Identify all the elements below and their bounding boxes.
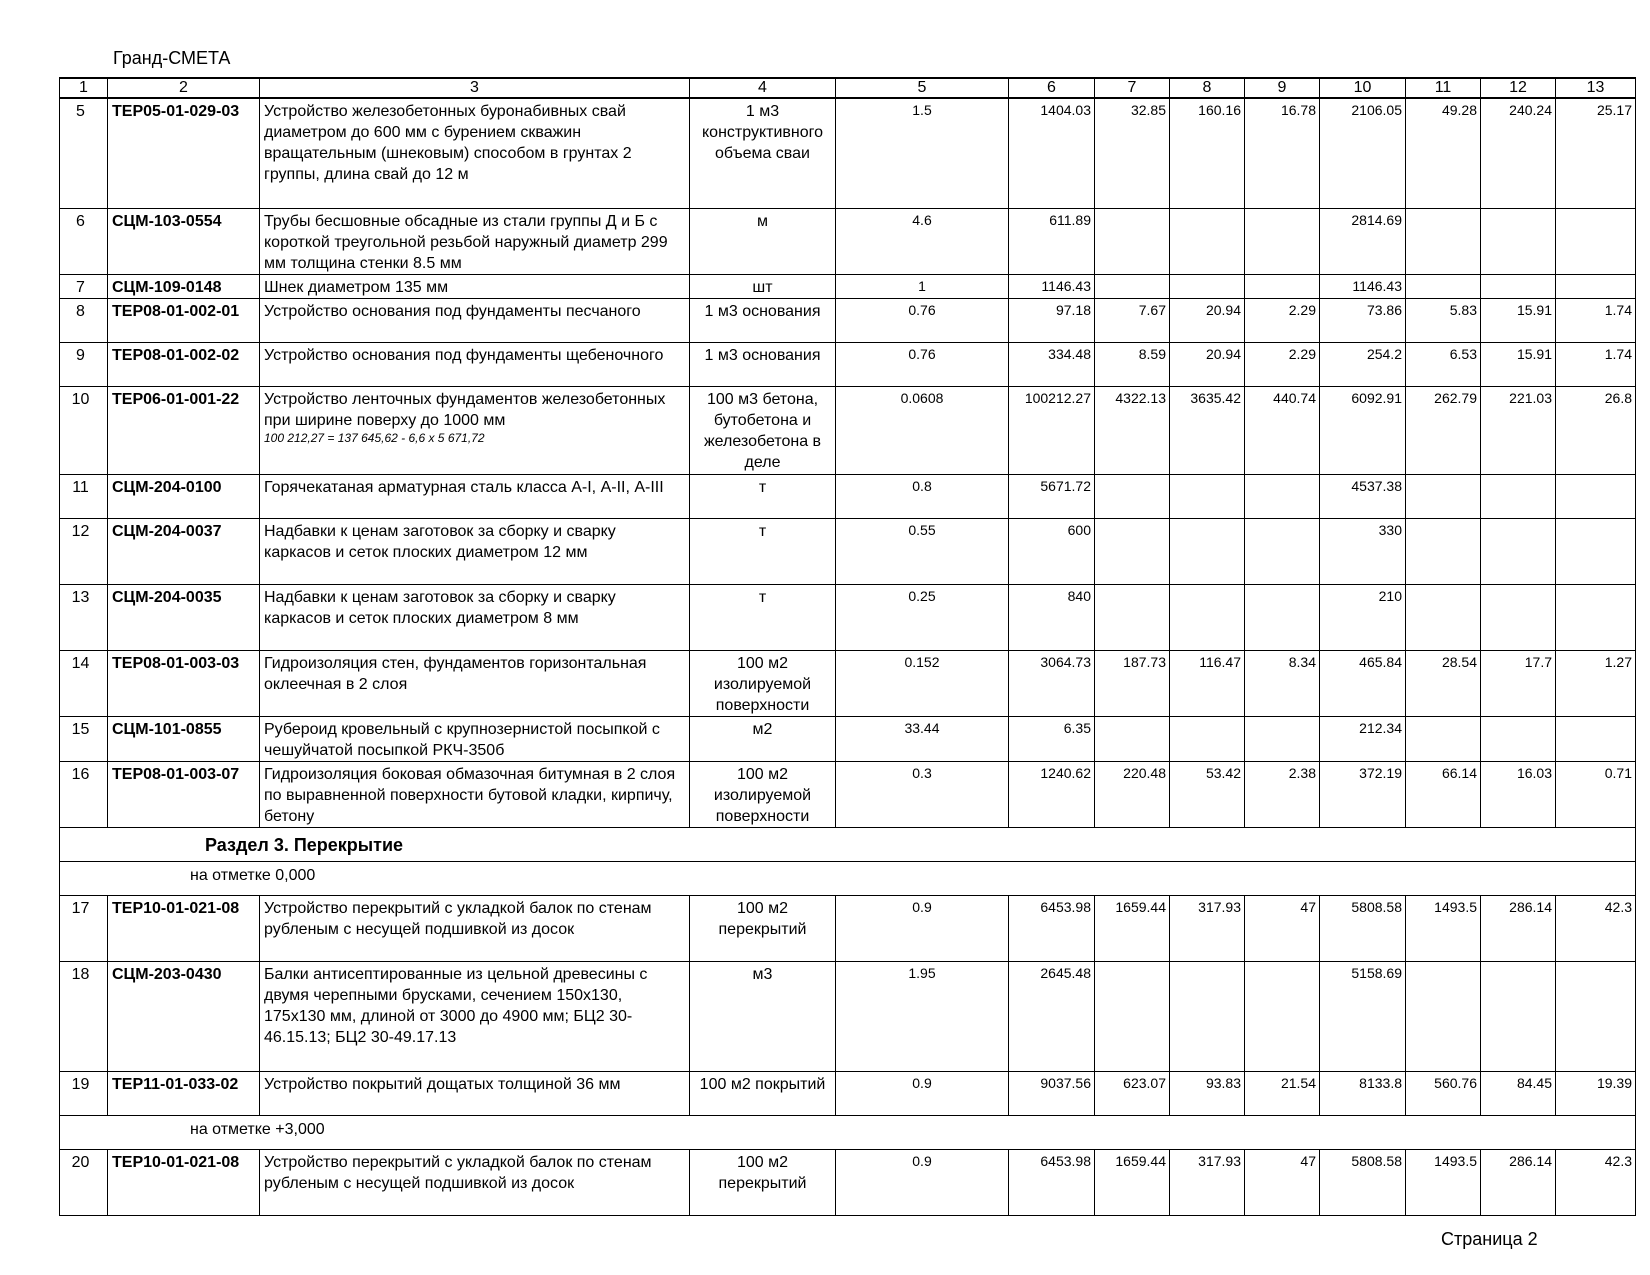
description-text: Устройство основания под фундаменты щебеночного bbox=[264, 346, 664, 364]
table-row bbox=[60, 98, 1636, 208]
column-header: 1 bbox=[60, 78, 108, 98]
row-number: 20 bbox=[60, 1149, 108, 1215]
unit-cost-wages: 4322.13 bbox=[1095, 386, 1170, 474]
description-text: Рубероид кровельный с крупнозернистой посыпкой с чешуйчатой посыпкой РКЧ-350б bbox=[264, 720, 660, 759]
row-number: 15 bbox=[60, 716, 108, 761]
description-text: Надбавки к ценам заготовок за сборку и сварку каркасов и сеток плоских диаметром 12 мм bbox=[264, 522, 616, 561]
total-operator-wages: 0.71 bbox=[1556, 761, 1636, 827]
table-row bbox=[60, 761, 1636, 827]
work-description bbox=[260, 650, 690, 716]
table-row bbox=[60, 895, 1636, 961]
unit-cost-total: 334.48 bbox=[1009, 342, 1095, 386]
unit-cost-wages bbox=[1095, 208, 1170, 274]
unit-cost-wages: 623.07 bbox=[1095, 1071, 1170, 1115]
unit-cost-wages bbox=[1095, 518, 1170, 584]
column-header: 6 bbox=[1009, 78, 1095, 98]
total-cost: 254.2 bbox=[1320, 342, 1406, 386]
work-description bbox=[260, 208, 690, 274]
subsection-title: на отметке 0,000 bbox=[60, 861, 1636, 895]
row-number: 13 bbox=[60, 584, 108, 650]
table-row bbox=[60, 584, 1636, 650]
unit-cost-total: 2645.48 bbox=[1009, 961, 1095, 1071]
total-wages bbox=[1406, 584, 1481, 650]
unit-cost-machines bbox=[1170, 208, 1245, 274]
rate-code: ТЕР06-01-001-22 bbox=[108, 386, 260, 474]
unit-cost-machines bbox=[1170, 474, 1245, 518]
unit-cost-wages bbox=[1095, 584, 1170, 650]
unit-cost-operator-wages: 8.34 bbox=[1245, 650, 1320, 716]
unit-cost-total: 97.18 bbox=[1009, 298, 1095, 342]
unit-of-measure: м3 bbox=[690, 961, 836, 1071]
description-text: Гидроизоляция боковая обмазочная битумная в 2 слоя по выравненной поверхности бутовой кладки, кирпичу, бетону bbox=[264, 765, 676, 825]
total-operator-wages bbox=[1556, 716, 1636, 761]
rate-code: ТЕР10-01-021-08 bbox=[108, 895, 260, 961]
total-wages: 560.76 bbox=[1406, 1071, 1481, 1115]
unit-of-measure: 100 м2 изолируемой поверхности bbox=[690, 761, 836, 827]
description-text: Балки антисептированные из цельной древесины с двумя черепными брусками, сечением 150х130, 175х130 мм, длиной от 3000 до 4900 мм; БЦ2 30-46.15.13; БЦ2 30-49.17.13 bbox=[264, 965, 648, 1046]
unit-cost-operator-wages bbox=[1245, 961, 1320, 1071]
quantity: 0.9 bbox=[836, 895, 1009, 961]
total-operator-wages: 42.3 bbox=[1556, 895, 1636, 961]
total-machines bbox=[1481, 518, 1556, 584]
rate-code: ТЕР08-01-002-02 bbox=[108, 342, 260, 386]
rate-code: СЦМ-204-0035 bbox=[108, 584, 260, 650]
unit-cost-wages: 32.85 bbox=[1095, 98, 1170, 208]
unit-cost-operator-wages bbox=[1245, 474, 1320, 518]
total-machines: 16.03 bbox=[1481, 761, 1556, 827]
unit-cost-wages bbox=[1095, 274, 1170, 298]
unit-of-measure: т bbox=[690, 518, 836, 584]
total-cost: 372.19 bbox=[1320, 761, 1406, 827]
description-text: Устройство ленточных фундаментов железобетонных при ширине поверху до 1000 мм bbox=[264, 390, 666, 429]
quantity: 0.9 bbox=[836, 1149, 1009, 1215]
work-description bbox=[260, 518, 690, 584]
total-machines: 84.45 bbox=[1481, 1071, 1556, 1115]
price-formula: 100 212,27 = 137 645,62 - 6,6 x 5 671,72 bbox=[264, 430, 485, 445]
unit-cost-total: 840 bbox=[1009, 584, 1095, 650]
unit-cost-operator-wages: 2.38 bbox=[1245, 761, 1320, 827]
estimate-table bbox=[59, 77, 1636, 1216]
unit-of-measure: 100 м2 перекрытий bbox=[690, 895, 836, 961]
table-row bbox=[60, 650, 1636, 716]
unit-cost-total: 6.35 bbox=[1009, 716, 1095, 761]
description-text: Гидроизоляция стен, фундаментов горизонтальная оклеечная в 2 слоя bbox=[264, 654, 647, 693]
unit-of-measure: шт bbox=[690, 274, 836, 298]
unit-cost-machines: 93.83 bbox=[1170, 1071, 1245, 1115]
total-cost: 330 bbox=[1320, 518, 1406, 584]
work-description bbox=[260, 342, 690, 386]
rate-code: СЦМ-204-0037 bbox=[108, 518, 260, 584]
total-machines: 17.7 bbox=[1481, 650, 1556, 716]
quantity: 0.3 bbox=[836, 761, 1009, 827]
rate-code: СЦМ-101-0855 bbox=[108, 716, 260, 761]
total-cost: 2106.05 bbox=[1320, 98, 1406, 208]
description-text: Горячекатаная арматурная сталь класса А-I, А-II, А-III bbox=[264, 478, 664, 496]
work-description bbox=[260, 474, 690, 518]
unit-of-measure: 1 м3 основания bbox=[690, 342, 836, 386]
unit-cost-total: 6453.98 bbox=[1009, 895, 1095, 961]
total-operator-wages bbox=[1556, 584, 1636, 650]
rate-code: СЦМ-109-0148 bbox=[108, 274, 260, 298]
table-row bbox=[60, 1149, 1636, 1215]
total-operator-wages: 25.17 bbox=[1556, 98, 1636, 208]
quantity: 1 bbox=[836, 274, 1009, 298]
total-wages: 1493.5 bbox=[1406, 895, 1481, 961]
description-text: Устройство основания под фундаменты песчаного bbox=[264, 302, 641, 320]
total-operator-wages bbox=[1556, 274, 1636, 298]
unit-of-measure: 100 м2 изолируемой поверхности bbox=[690, 650, 836, 716]
app-title: Гранд-СМЕТА bbox=[113, 48, 231, 68]
rate-code: ТЕР10-01-021-08 bbox=[108, 1149, 260, 1215]
row-number: 17 bbox=[60, 895, 108, 961]
unit-cost-machines bbox=[1170, 274, 1245, 298]
work-description bbox=[260, 761, 690, 827]
rate-code: ТЕР05-01-029-03 bbox=[108, 98, 260, 208]
total-machines bbox=[1481, 716, 1556, 761]
unit-cost-operator-wages bbox=[1245, 584, 1320, 650]
row-number: 7 bbox=[60, 274, 108, 298]
subsection-title: на отметке +3,000 bbox=[60, 1115, 1636, 1149]
quantity: 33.44 bbox=[836, 716, 1009, 761]
table-row bbox=[60, 342, 1636, 386]
table-row bbox=[60, 274, 1636, 298]
subsection-row bbox=[60, 1115, 1636, 1149]
unit-cost-operator-wages: 2.29 bbox=[1245, 298, 1320, 342]
quantity: 0.76 bbox=[836, 342, 1009, 386]
unit-cost-operator-wages bbox=[1245, 274, 1320, 298]
unit-cost-operator-wages: 440.74 bbox=[1245, 386, 1320, 474]
row-number: 5 bbox=[60, 98, 108, 208]
unit-cost-machines bbox=[1170, 584, 1245, 650]
total-operator-wages: 1.74 bbox=[1556, 298, 1636, 342]
total-cost: 210 bbox=[1320, 584, 1406, 650]
description-text: Устройство перекрытий с укладкой балок по стенам рубленым с несущей подшивкой из досок bbox=[264, 1153, 652, 1192]
quantity: 0.25 bbox=[836, 584, 1009, 650]
unit-cost-machines: 116.47 bbox=[1170, 650, 1245, 716]
total-machines bbox=[1481, 584, 1556, 650]
page-number: Страница 2 bbox=[1441, 1229, 1538, 1249]
column-header: 2 bbox=[108, 78, 260, 98]
total-wages bbox=[1406, 208, 1481, 274]
total-cost: 8133.8 bbox=[1320, 1071, 1406, 1115]
work-description bbox=[260, 1149, 690, 1215]
unit-cost-machines bbox=[1170, 518, 1245, 584]
total-cost: 73.86 bbox=[1320, 298, 1406, 342]
total-machines bbox=[1481, 961, 1556, 1071]
column-header-row bbox=[60, 78, 1636, 98]
rate-code: СЦМ-203-0430 bbox=[108, 961, 260, 1071]
unit-of-measure: м bbox=[690, 208, 836, 274]
description-text: Устройство железобетонных буронабивных свай диаметром до 600 мм с бурением скважин вращательным (шнековым) способом в грунтах 2 группы, длина свай до 12 м bbox=[264, 103, 632, 183]
unit-cost-wages bbox=[1095, 716, 1170, 761]
row-number: 6 bbox=[60, 208, 108, 274]
work-description bbox=[260, 584, 690, 650]
description-text: Шнек диаметром 135 мм bbox=[264, 278, 449, 296]
rate-code: ТЕР08-01-003-03 bbox=[108, 650, 260, 716]
unit-cost-wages: 220.48 bbox=[1095, 761, 1170, 827]
unit-cost-machines: 160.16 bbox=[1170, 98, 1245, 208]
unit-cost-total: 100212.27 bbox=[1009, 386, 1095, 474]
work-description bbox=[260, 386, 690, 474]
unit-cost-total: 1146.43 bbox=[1009, 274, 1095, 298]
unit-cost-machines: 20.94 bbox=[1170, 342, 1245, 386]
unit-cost-machines bbox=[1170, 716, 1245, 761]
column-header: 11 bbox=[1406, 78, 1481, 98]
unit-cost-operator-wages bbox=[1245, 208, 1320, 274]
total-cost: 5808.58 bbox=[1320, 1149, 1406, 1215]
total-operator-wages: 1.27 bbox=[1556, 650, 1636, 716]
unit-cost-total: 1240.62 bbox=[1009, 761, 1095, 827]
quantity: 0.152 bbox=[836, 650, 1009, 716]
unit-cost-wages bbox=[1095, 961, 1170, 1071]
row-number: 11 bbox=[60, 474, 108, 518]
work-description bbox=[260, 895, 690, 961]
unit-cost-total: 3064.73 bbox=[1009, 650, 1095, 716]
section-row bbox=[60, 827, 1636, 861]
unit-cost-total: 6453.98 bbox=[1009, 1149, 1095, 1215]
row-number: 10 bbox=[60, 386, 108, 474]
total-wages: 28.54 bbox=[1406, 650, 1481, 716]
description-text: Трубы бесшовные обсадные из стали группы Д и Б с короткой треугольной резьбой наружный диаметр 299 мм толщина стенки 8.5 мм bbox=[264, 212, 668, 272]
column-header: 9 bbox=[1245, 78, 1320, 98]
total-wages bbox=[1406, 518, 1481, 584]
rate-code: ТЕР08-01-003-07 bbox=[108, 761, 260, 827]
total-operator-wages: 1.74 bbox=[1556, 342, 1636, 386]
unit-cost-machines bbox=[1170, 961, 1245, 1071]
unit-cost-wages: 187.73 bbox=[1095, 650, 1170, 716]
subsection-row bbox=[60, 861, 1636, 895]
total-wages bbox=[1406, 274, 1481, 298]
total-operator-wages: 42.3 bbox=[1556, 1149, 1636, 1215]
quantity: 0.9 bbox=[836, 1071, 1009, 1115]
quantity: 4.6 bbox=[836, 208, 1009, 274]
table-row bbox=[60, 518, 1636, 584]
total-operator-wages bbox=[1556, 208, 1636, 274]
table-row bbox=[60, 208, 1636, 274]
unit-cost-wages: 1659.44 bbox=[1095, 895, 1170, 961]
column-header: 4 bbox=[690, 78, 836, 98]
quantity: 0.55 bbox=[836, 518, 1009, 584]
description-text: Надбавки к ценам заготовок за сборку и сварку каркасов и сеток плоских диаметром 8 мм bbox=[264, 588, 616, 627]
total-wages: 1493.5 bbox=[1406, 1149, 1481, 1215]
unit-cost-machines: 317.93 bbox=[1170, 895, 1245, 961]
column-header: 7 bbox=[1095, 78, 1170, 98]
row-number: 14 bbox=[60, 650, 108, 716]
column-header: 10 bbox=[1320, 78, 1406, 98]
quantity: 1.95 bbox=[836, 961, 1009, 1071]
total-operator-wages: 19.39 bbox=[1556, 1071, 1636, 1115]
work-description bbox=[260, 274, 690, 298]
rate-code: ТЕР11-01-033-02 bbox=[108, 1071, 260, 1115]
unit-cost-operator-wages: 21.54 bbox=[1245, 1071, 1320, 1115]
unit-cost-wages: 8.59 bbox=[1095, 342, 1170, 386]
unit-cost-wages: 1659.44 bbox=[1095, 1149, 1170, 1215]
unit-cost-total: 600 bbox=[1009, 518, 1095, 584]
column-header: 13 bbox=[1556, 78, 1636, 98]
table-row bbox=[60, 474, 1636, 518]
column-header: 8 bbox=[1170, 78, 1245, 98]
total-wages bbox=[1406, 474, 1481, 518]
unit-of-measure: т bbox=[690, 474, 836, 518]
unit-of-measure: 100 м2 перекрытий bbox=[690, 1149, 836, 1215]
total-cost: 5158.69 bbox=[1320, 961, 1406, 1071]
total-wages: 49.28 bbox=[1406, 98, 1481, 208]
unit-cost-machines: 317.93 bbox=[1170, 1149, 1245, 1215]
quantity: 0.0608 bbox=[836, 386, 1009, 474]
unit-of-measure: 1 м3 основания bbox=[690, 298, 836, 342]
quantity: 0.8 bbox=[836, 474, 1009, 518]
row-number: 8 bbox=[60, 298, 108, 342]
unit-cost-total: 1404.03 bbox=[1009, 98, 1095, 208]
row-number: 12 bbox=[60, 518, 108, 584]
table-row bbox=[60, 386, 1636, 474]
work-description bbox=[260, 98, 690, 208]
quantity: 1.5 bbox=[836, 98, 1009, 208]
total-cost: 1146.43 bbox=[1320, 274, 1406, 298]
total-wages bbox=[1406, 716, 1481, 761]
work-description bbox=[260, 298, 690, 342]
total-operator-wages bbox=[1556, 518, 1636, 584]
section-title: Раздел 3. Перекрытие bbox=[60, 827, 1636, 861]
total-machines: 15.91 bbox=[1481, 342, 1556, 386]
total-wages: 5.83 bbox=[1406, 298, 1481, 342]
row-number: 19 bbox=[60, 1071, 108, 1115]
work-description bbox=[260, 716, 690, 761]
unit-cost-operator-wages bbox=[1245, 518, 1320, 584]
rate-code: СЦМ-103-0554 bbox=[108, 208, 260, 274]
unit-cost-machines: 20.94 bbox=[1170, 298, 1245, 342]
unit-cost-total: 9037.56 bbox=[1009, 1071, 1095, 1115]
total-machines bbox=[1481, 274, 1556, 298]
work-description bbox=[260, 961, 690, 1071]
unit-cost-total: 5671.72 bbox=[1009, 474, 1095, 518]
total-machines: 221.03 bbox=[1481, 386, 1556, 474]
work-description bbox=[260, 1071, 690, 1115]
description-text: Устройство перекрытий с укладкой балок по стенам рубленым с несущей подшивкой из досок bbox=[264, 899, 652, 938]
unit-cost-operator-wages: 47 bbox=[1245, 1149, 1320, 1215]
unit-of-measure: 100 м3 бетона, бутобетона и железобетона в деле bbox=[690, 386, 836, 474]
table-row bbox=[60, 298, 1636, 342]
total-cost: 212.34 bbox=[1320, 716, 1406, 761]
unit-cost-operator-wages bbox=[1245, 716, 1320, 761]
total-wages: 66.14 bbox=[1406, 761, 1481, 827]
unit-of-measure: 1 м3 конструктивного объема сваи bbox=[690, 98, 836, 208]
total-machines: 286.14 bbox=[1481, 895, 1556, 961]
unit-cost-total: 611.89 bbox=[1009, 208, 1095, 274]
column-header: 5 bbox=[836, 78, 1009, 98]
unit-cost-machines: 53.42 bbox=[1170, 761, 1245, 827]
rate-code: СЦМ-204-0100 bbox=[108, 474, 260, 518]
unit-cost-wages bbox=[1095, 474, 1170, 518]
total-wages bbox=[1406, 961, 1481, 1071]
total-machines bbox=[1481, 208, 1556, 274]
total-machines: 15.91 bbox=[1481, 298, 1556, 342]
row-number: 16 bbox=[60, 761, 108, 827]
total-operator-wages bbox=[1556, 961, 1636, 1071]
total-machines bbox=[1481, 474, 1556, 518]
total-machines: 240.24 bbox=[1481, 98, 1556, 208]
quantity: 0.76 bbox=[836, 298, 1009, 342]
total-machines: 286.14 bbox=[1481, 1149, 1556, 1215]
unit-cost-operator-wages: 16.78 bbox=[1245, 98, 1320, 208]
unit-cost-operator-wages: 47 bbox=[1245, 895, 1320, 961]
total-cost: 2814.69 bbox=[1320, 208, 1406, 274]
unit-of-measure: м2 bbox=[690, 716, 836, 761]
total-cost: 6092.91 bbox=[1320, 386, 1406, 474]
total-operator-wages: 26.8 bbox=[1556, 386, 1636, 474]
total-operator-wages bbox=[1556, 474, 1636, 518]
unit-cost-wages: 7.67 bbox=[1095, 298, 1170, 342]
row-number: 18 bbox=[60, 961, 108, 1071]
unit-cost-operator-wages: 2.29 bbox=[1245, 342, 1320, 386]
total-cost: 5808.58 bbox=[1320, 895, 1406, 961]
unit-of-measure: 100 м2 покрытий bbox=[690, 1071, 836, 1115]
unit-cost-machines: 3635.42 bbox=[1170, 386, 1245, 474]
total-cost: 465.84 bbox=[1320, 650, 1406, 716]
total-cost: 4537.38 bbox=[1320, 474, 1406, 518]
row-number: 9 bbox=[60, 342, 108, 386]
table-row bbox=[60, 1071, 1636, 1115]
rate-code: ТЕР08-01-002-01 bbox=[108, 298, 260, 342]
description-text: Устройство покрытий дощатых толщиной 36 мм bbox=[264, 1075, 621, 1093]
table-row bbox=[60, 961, 1636, 1071]
total-wages: 262.79 bbox=[1406, 386, 1481, 474]
column-header: 3 bbox=[260, 78, 690, 98]
total-wages: 6.53 bbox=[1406, 342, 1481, 386]
table-row bbox=[60, 716, 1636, 761]
column-header: 12 bbox=[1481, 78, 1556, 98]
unit-of-measure: т bbox=[690, 584, 836, 650]
